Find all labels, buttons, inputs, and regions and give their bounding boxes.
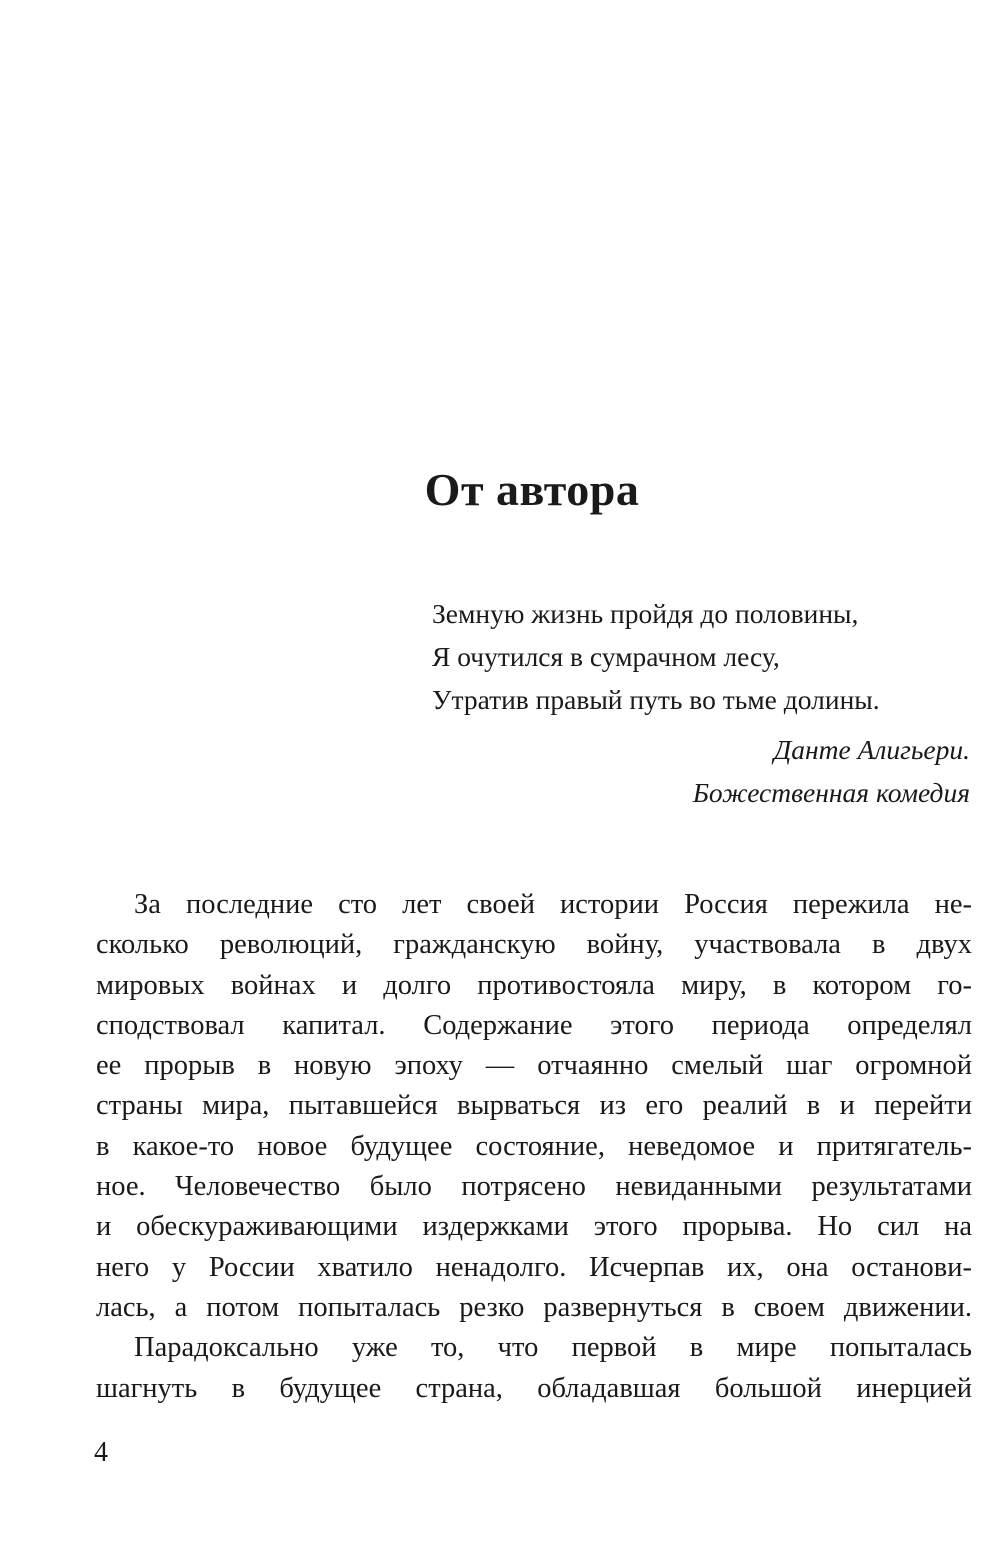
epigraph-work: Божественная комедия bbox=[692, 777, 970, 808]
text-line: ное. Человечество было потрясено невиданными результатами bbox=[96, 1171, 972, 1203]
paragraph-1 bbox=[96, 885, 972, 1328]
epigraph-line: Земную жизнь пройдя до половины, bbox=[432, 598, 859, 629]
text-line: него у России хватило ненадолго. Исчерпав их, она останови- bbox=[96, 1251, 972, 1283]
chapter-title: От автора bbox=[424, 464, 640, 515]
text-line: сколько революций, гражданскую войну, участвовала в двух bbox=[96, 929, 972, 961]
text-line: мировых войнах и долго противостояла миру, в котором го- bbox=[96, 969, 972, 1001]
text-line: лась, а потом попыталась резко развернуться в своем движении. bbox=[96, 1291, 972, 1323]
text-line: ее прорыв в новую эпоху — отчаянно смелый шаг огромной bbox=[96, 1050, 972, 1082]
epigraph-line: Утратив правый путь во тьме долины. bbox=[432, 684, 880, 715]
page-number: 4 bbox=[94, 1437, 108, 1468]
epigraph bbox=[432, 592, 970, 814]
epigraph-author: Данте Алигьери. bbox=[773, 734, 970, 765]
epigraph-line: Я очутился в сумрачном лесу, bbox=[432, 641, 780, 672]
paragraph-2 bbox=[96, 1328, 972, 1409]
text-line: Парадоксально уже то, что первой в мире попыталась bbox=[134, 1332, 972, 1364]
text-line: и обескураживающими издержками этого прорыва. Но сил на bbox=[96, 1211, 972, 1243]
epigraph-attribution bbox=[432, 728, 970, 814]
body-text bbox=[96, 885, 972, 1409]
text-line: в какое-то новое будущее состояние, неведомое и притягатель- bbox=[96, 1130, 972, 1162]
text-line: За последние сто лет своей истории Россия пережила не- bbox=[134, 889, 972, 920]
text-line: сподствовал капитал. Содержание этого периода определял bbox=[96, 1009, 972, 1041]
text-line: страны мира, пытавшейся вырваться из его реалий в и перейти bbox=[96, 1090, 972, 1122]
text-line: шагнуть в будущее страна, обладавшая большой инерцией bbox=[96, 1372, 972, 1404]
